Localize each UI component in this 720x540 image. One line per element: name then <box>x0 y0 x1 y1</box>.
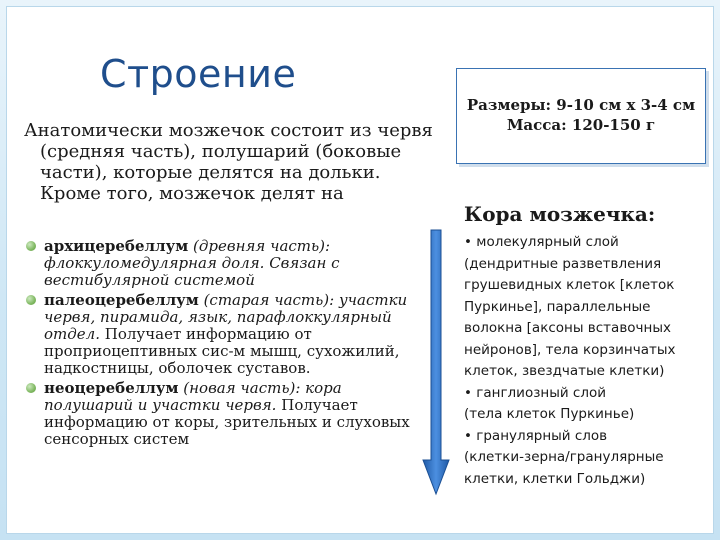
cortex-line: • молекулярный слой <box>464 234 619 250</box>
cortex-line: клетки, клетки Гольджи) <box>464 470 646 487</box>
cortex-line: (клетки-зерна/гранулярные <box>464 449 664 465</box>
term-note: (старая часть): участки червя, пирамида, язык, парафлоккулярный отдел. <box>44 291 408 343</box>
division-list <box>24 238 424 451</box>
term-note: (новая часть): кора полушарий и участки червя. <box>44 379 342 414</box>
cortex-line: • гранулярный слов <box>464 427 608 444</box>
cortex-line: • ганглиозный слой <box>464 384 607 401</box>
term-paleocerebellum: палеоцеребеллум <box>44 291 199 309</box>
term-note: (древняя часть): <box>188 237 331 255</box>
list-item <box>24 380 424 448</box>
list-item <box>24 292 424 377</box>
size-mass: Масса: 120-150 г <box>506 116 656 134</box>
cortex-heading: Кора мозжечка: <box>464 202 656 226</box>
cortex-layers <box>464 232 714 490</box>
intro-paragraph: Анатомически мозжечок состоит из червя (средняя часть), полушарий (боковые части), которые делятся на дольки. Кроме того, мозжечок делят на <box>24 120 433 204</box>
list-item <box>24 238 424 289</box>
bullet-icon <box>26 383 36 393</box>
term-neocerebellum: неоцеребеллум <box>44 379 179 397</box>
term-body: Получает информацию от коры, зрительных и слуховых сенсорных систем <box>44 396 410 448</box>
bullet-icon <box>26 295 36 305</box>
bullet-icon <box>26 241 36 251</box>
cortex-line: грушевидных клеток [клеток <box>464 277 675 293</box>
cortex-line: волокна [аксоны вставочных <box>464 320 671 336</box>
term-body: Получает информацию от проприоцептивных сис-м мышц, сухожилий, надкостницы, оболочек суставов. <box>44 325 400 377</box>
term-body: флоккуломедулярная доля. Связан с вестибулярной системой <box>44 254 340 289</box>
slide-title: Строение <box>100 52 297 96</box>
cortex-line: нейронов], тела корзинчатых <box>464 341 676 358</box>
size-info-box <box>456 68 706 164</box>
size-dimensions: Размеры: 9-10 см х 3-4 см <box>466 96 696 114</box>
down-arrow-icon <box>422 228 450 496</box>
cortex-line: (дендритные разветвления <box>464 255 662 272</box>
cortex-line: (тела клеток Пуркинье) <box>464 406 635 422</box>
cortex-line: клеток, звездчатые клетки) <box>464 363 665 379</box>
term-archicerebellum: архицеребеллум <box>44 237 189 255</box>
cortex-line: Пуркинье], параллельные <box>464 298 651 315</box>
